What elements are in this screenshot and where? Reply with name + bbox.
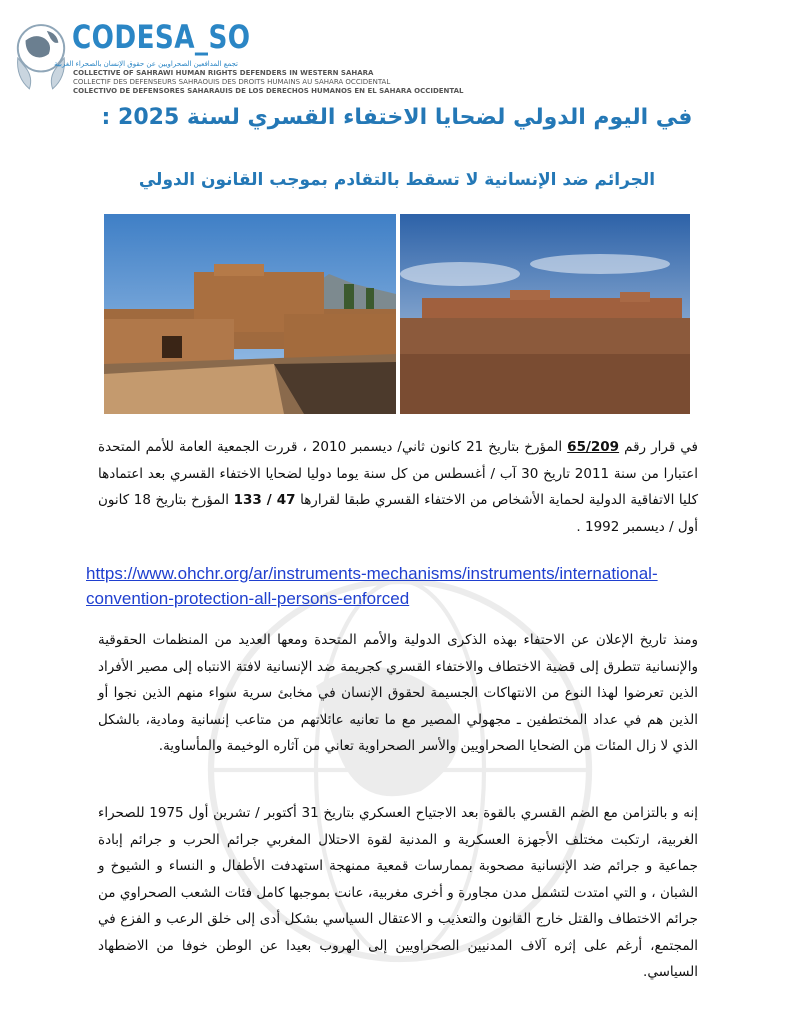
organization-logo xyxy=(12,8,464,108)
logo-name: CODESA_SO xyxy=(72,18,251,56)
intro-text-b: المؤرخ بتاريخ 21 كانون ثاني/ ديسمبر 2010 ، قررت الجمعية العامة للأمم المتحدة اعتبارا من سنة 2011 تاريخ 30 آب / أغسطس من كل سنة يوما دوليا لضحايا الاختفاء القسري بعد اعتمادها كليا الاتفاقية الدولية لحماية الأشخاص من الاختفاء القسري طبقا لقرارها xyxy=(98,439,699,508)
logo-english-line: COLLECTIVE OF SAHRAWI HUMAN RIGHTS DEFENDERS IN WESTERN SAHARA xyxy=(73,69,374,77)
ohchr-link[interactable]: https://www.ohchr.org/ar/instruments-mechanisms/instruments/international-convention-protection-all-persons-enforced xyxy=(86,564,658,608)
logo-arabic-line: تجمع المدافعين الصحراويين عن حقوق الإنسان بالصحراء الغربية xyxy=(54,60,238,68)
third-paragraph: إنه و بالتزامن مع الضم القسري بالقوة بعد الاجتياح العسكري بتاريخ 31 أكتوبر / تشرين أول 1975 للصحراء الغربية، ارتكبت مختلف الأجهزة العسكرية و المدنية لقوة الاحتلال المغربي جرائم الحرب و جرائم إبادة جماعية و جرائم ضد الإنسانية مصحوبة بممارسات قمعية ممنهجة استهدفت الأطفال و النساء و الشيوخ و الشبان ، و التي امتدت لتشمل مدن مجاورة و أخرى مغربية، عانت بموجبها كامل فئات الشعب الصحراوي من جرائم الاختطاف والقتل خارج القانون والتعذيب و الاعتقال السياسي بشكل أدى إلى خلق الرعب و الفزع في المجتمع، أرغم على إثره آلاف المدنيين الصحراويين إلى الهروب بعيدا عن الوطن خوفا من الاضطهاد السياسي. xyxy=(98,805,698,980)
logo-french-line: COLLECTIF DES DEFENSEURS SAHRAOUIS DES DROITS HUMAINS AU SAHARA OCCIDENTAL xyxy=(73,78,391,86)
prison-desert-photo xyxy=(400,214,690,414)
resolution-number-2: 47 / 133 xyxy=(233,492,296,508)
logo-spanish-line: COLECTIVO DE DEFENSORES SAHARAUIS DE LOS DERECHOS HUMANOS EN EL SAHARA OCCIDENTAL xyxy=(73,87,464,95)
intro-text-c: المؤرخ بتاريخ 18 كانون أول / ديسمبر 1992 . xyxy=(98,492,698,535)
resolution-number: 65/209 xyxy=(567,439,620,455)
page-subtitle: الجرائم ضد الإنسانية لا تسقط بالتقادم بموجب القانون الدولي xyxy=(138,170,656,190)
fortress-photo xyxy=(104,214,396,414)
page-title: في اليوم الدولي لضحايا الاختفاء القسري لسنة 2025 : xyxy=(101,105,693,130)
intro-paragraph xyxy=(98,434,698,540)
second-paragraph: ومنذ تاريخ الإعلان عن الاحتفاء بهذه الذكرى الدولية والأمم المتحدة ومعها العديد من المنظمات الحقوقية والإنسانية تتطرق إلى قضية الاختطاف والاختفاء القسري كجريمة ضد الإنسانية لافتة الانتباه إلى مصير الأفراد الذين تعرضوا لهذا النوع من الانتهاكات الجسيمة لحقوق الإنسان في مخابئ سرية سواء منهم الذين نجوا أو الذين هم في عداد المختطفين ـ مجهولي المصير مع ما تعانيه عائلاتهم من متاعب إنسانية ومادية، بالشكل الذي لا زال المئات من الضحايا الصحراويين والأسر الصحراوية تعاني من آثاره الوخيمة والمأساوية. xyxy=(98,632,698,754)
globe-hands-icon xyxy=(12,8,70,103)
intro-text-a: في قرار رقم xyxy=(619,439,699,455)
